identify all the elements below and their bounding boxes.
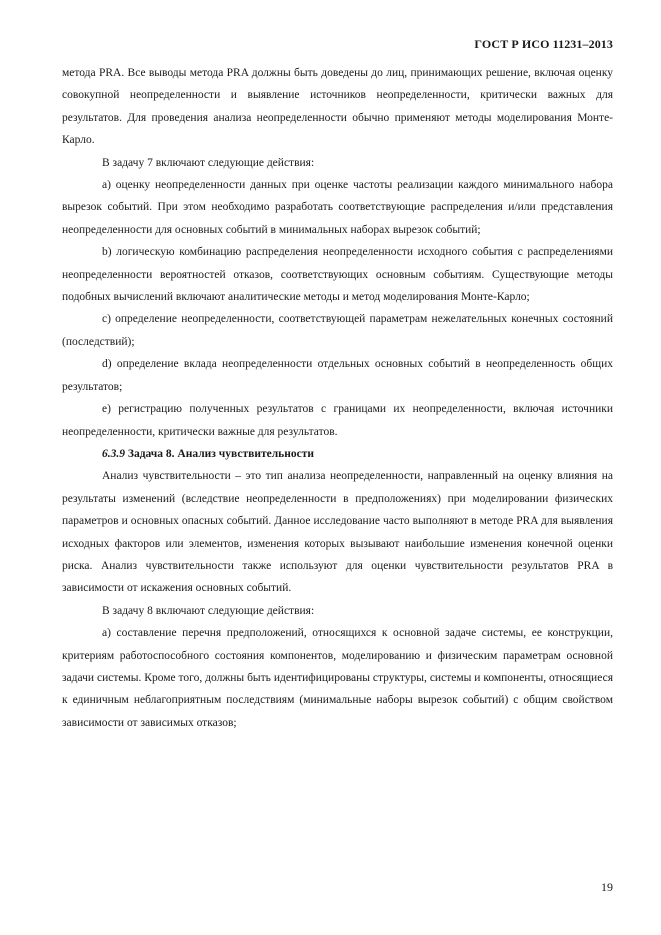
paragraph-task8-intro: В задачу 8 включают следующие действия: (102, 604, 315, 617)
list-item-b: b) логическую комбинацию распределения неопределенности исходного события с распределениями неопределенности вероятностей отказов, соответствующих основным событиям. Существующие методы подобных вычислений включают аналитические методы и метод моделирования Монте-Карло; (62, 246, 613, 304)
list-item-a: а) оценку неопределенности данных при оценке частоты реализации каждого минимального набора вырезок событий. При этом необходимо разработать соответствующие распределения и/или представления неопределенности для основных событий в минимальных наборах вырезок событий; (62, 179, 613, 236)
page-number: 19 (601, 880, 613, 894)
paragraph-sensitivity: Анализ чувствительности – это тип анализа неопределенности, направленный на оценку влияния на результаты изменений (вследствие неопределенности в предположениях) при моделировании физических параметров и основных опасных событий. Данное исследование часто выполняют в методе PRA для выявления исходных факторов или элементов, изменения которых вызывают наибольшие изменения конечной оценки риска. Анализ чувствительности также используют для оценки чувствительности результатов PRA в зависимости от искажения основных событий. (62, 470, 613, 595)
list-item-d: d) определение вклада неопределенности отдельных основных событий в неопределенность общих результатов; (62, 358, 613, 393)
list-item-c: с) определение неопределенности, соответствующей параметрам нежелательных конечных состояний (последствий); (62, 313, 613, 348)
section-heading (62, 443, 613, 465)
paragraph-task7-intro: В задачу 7 включают следующие действия: (102, 156, 315, 169)
list-item-a-task8: а) составление перечня предположений, относящихся к основной задаче системы, ее конструкции, критериям работоспособного состояния компонентов, моделированию и физическим параметрам основной задачи системы. Кроме того, должны быть идентифицированы структуры, системы и компоненты, относящиеся к единичным неблагоприятным последствиям (минимальные наборы вырезок событий) с общим свойством зависимости от зависимых отказов; (62, 627, 613, 729)
body-text (62, 62, 613, 734)
document-id-header: ГОСТ Р ИСО 11231–2013 (474, 37, 613, 51)
section-number: 6.3.9 (102, 447, 125, 460)
list-item-e: е) регистрацию полученных результатов с границами их неопределенности, включая источники неопределенности, критически важные для результатов. (62, 403, 613, 438)
paragraph-continuation: метода PRA. Все выводы метода PRA должны быть доведены до лиц, принимающих решение, включая оценку совокупной неопределенности и выявление источников неопределенности, критически важных для результатов. Для проведения анализа неопределенности обычно применяют методы моделирования Монте-Карло. (62, 67, 613, 147)
section-title: Задача 8. Анализ чувствительности (127, 447, 314, 460)
